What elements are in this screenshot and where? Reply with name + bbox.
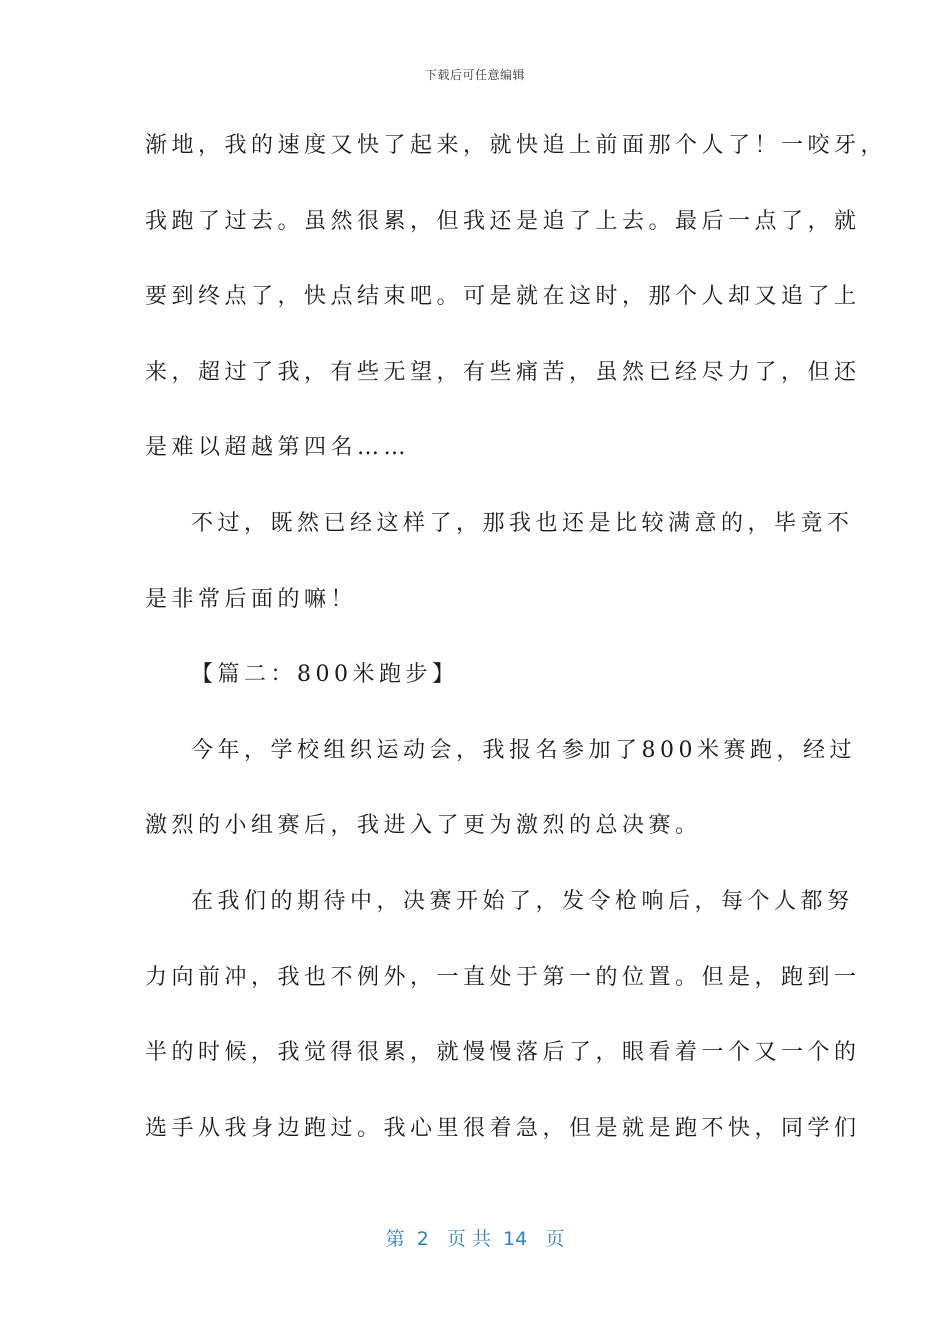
text-line: 我跑了过去。虽然很累，但我还是追了上去。最后一点了，就 xyxy=(145,208,861,234)
text-line: 来，超过了我，有些无望，有些痛苦，虽然已经尽力了，但还 xyxy=(145,359,861,385)
header-note: 下载后可任意编辑 xyxy=(424,68,525,82)
section-heading: 【篇二：800米跑步】 xyxy=(191,662,459,688)
paragraph-start-line: 在我们的期待中，决赛开始了，发令枪响后，每个人都努 xyxy=(191,888,854,914)
text-line: 半的时候，我觉得很累，就慢慢落后了，眼看着一个又一个的 xyxy=(145,1040,861,1066)
paragraph-start-line: 不过，既然已经这样了，那我也还是比较满意的，毕竟不 xyxy=(191,510,854,536)
text-line: 要到终点了，快点结束吧。可是就在这时，那个人却又追了上 xyxy=(145,284,861,310)
text-line: 是非常后面的嘛！ xyxy=(145,586,358,612)
text-line: 渐地，我的速度又快了起来，就快追上前面那个人了！一咬牙， xyxy=(145,133,888,158)
text-line: 力向前冲，我也不例外，一直处于第一的位置。但是，跑到一 xyxy=(145,964,861,990)
text-line: 激烈的小组赛后，我进入了更为激烈的总决赛。 xyxy=(145,813,702,839)
document-body xyxy=(145,118,888,1176)
paragraph-start-line: 今年，学校组织运动会，我报名参加了800米赛跑，经过 xyxy=(191,737,856,763)
page-number-footer: 第 2 页 共 14 页 xyxy=(385,1228,565,1250)
text-line: 是难以超越第四名…… xyxy=(145,435,411,461)
text-line: 选手从我身边跑过。我心里很着急，但是就是跑不快，同学们 xyxy=(145,1115,861,1141)
